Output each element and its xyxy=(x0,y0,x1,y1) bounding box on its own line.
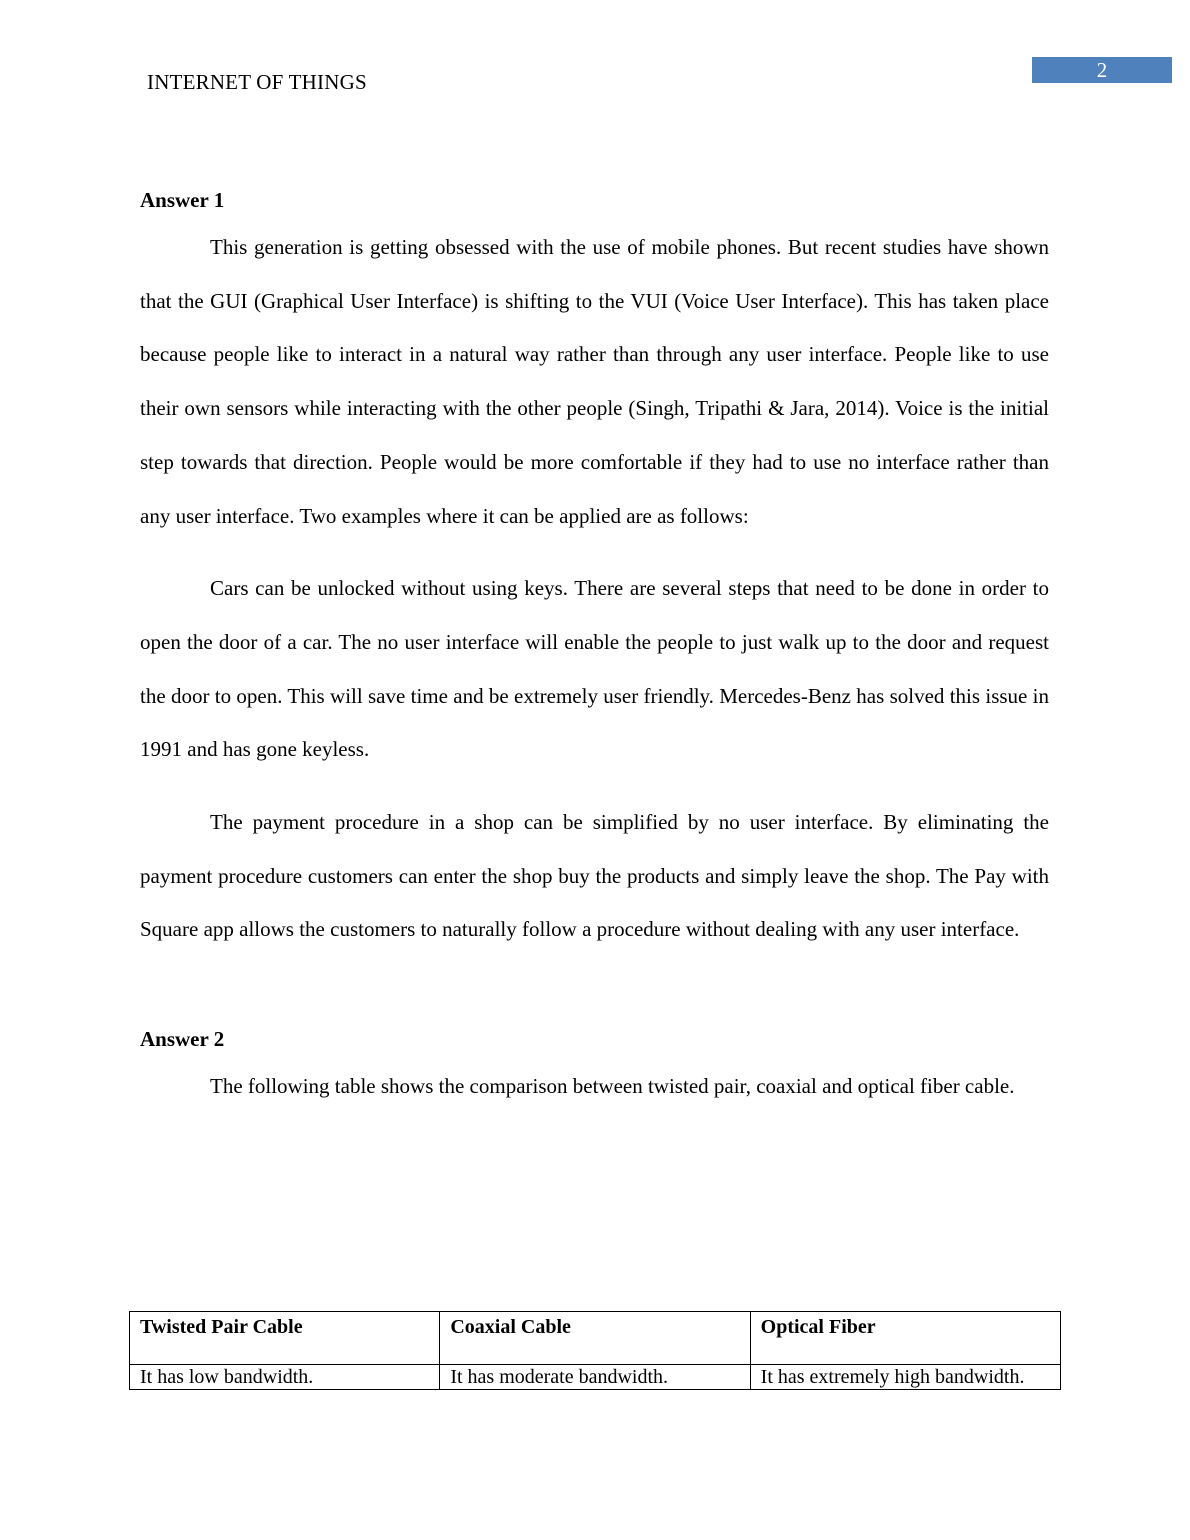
table-header-row xyxy=(130,1312,1061,1365)
table-cell: It has extremely high bandwidth. xyxy=(750,1365,1060,1390)
table-row xyxy=(130,1365,1061,1390)
paragraph: The following table shows the comparison between twisted pair, coaxial and optical fiber cable. xyxy=(210,1074,1015,1099)
table-header-cell: Optical Fiber xyxy=(750,1312,1060,1365)
table-header-cell: Coaxial Cable xyxy=(440,1312,750,1365)
page-number-badge xyxy=(1032,57,1172,83)
section-heading-answer-2: Answer 2 xyxy=(140,1027,225,1052)
running-head: INTERNET OF THINGS xyxy=(147,70,367,94)
table-cell: It has low bandwidth. xyxy=(130,1365,440,1390)
table-header-cell: Twisted Pair Cable xyxy=(130,1312,440,1365)
paragraph: This generation is getting obsessed with the use of mobile phones. But recent studies have shown that the GUI (Graphical User Interface) is shifting to the VUI (Voice User Interface). This has taken place because people like to interact in a natural way rather than through any user interface. People like to use their own sensors while interacting with the other people (Singh, Tripathi & Jara, 2014). Voice is the initial step towards that direction. People would be more comfortable if they had to use no interface rather than any user interface. Two examples where it can be applied are as follows: xyxy=(140,235,1049,528)
section-heading-answer-1: Answer 1 xyxy=(140,188,225,212)
document-body xyxy=(140,180,1049,1114)
paragraph: Cars can be unlocked without using keys. There are several steps that need to be done in order to open the door of a car. The no user interface will enable the people to just walk up to the door and request the door to open. This will save time and be extremely user friendly. Mercedes-Benz has solved this issue in 1991 and has gone keyless. xyxy=(140,576,1049,762)
table-cell: It has moderate bandwidth. xyxy=(440,1365,750,1390)
cable-comparison-table xyxy=(129,1311,1061,1390)
page-number: 2 xyxy=(1096,58,1108,82)
paragraph: The payment procedure in a shop can be simplified by no user interface. By eliminating the payment procedure customers can enter the shop buy the products and simply leave the shop. The Pay with Square app allows the customers to naturally follow a procedure without dealing with any user interface. xyxy=(140,810,1049,942)
